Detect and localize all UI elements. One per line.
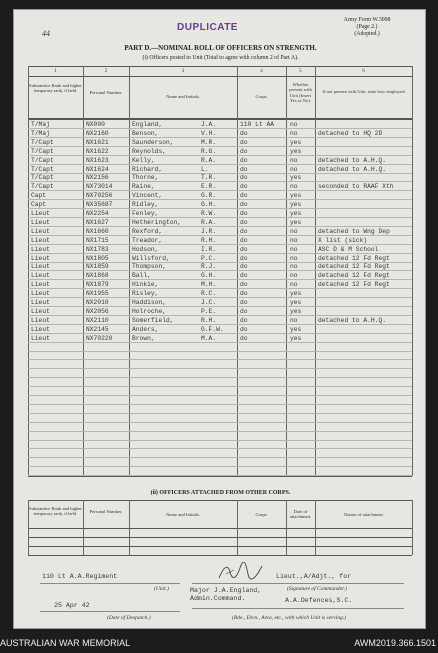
cell-initials: M.R. bbox=[201, 138, 217, 146]
ruled-line bbox=[28, 253, 412, 254]
cell-number: NX1879 bbox=[86, 281, 109, 289]
ruled-line bbox=[28, 288, 412, 289]
part-subtitle: (i) Officers posted to Unit (Total to agree with column 2 of Part A). bbox=[142, 55, 299, 61]
form-id: Army Form W.3008 bbox=[343, 17, 391, 23]
cell-initials: P.E. bbox=[201, 307, 217, 315]
cell-initials: R.A. bbox=[201, 218, 217, 226]
cell-present: no bbox=[290, 156, 298, 164]
cell-rank: Capt bbox=[31, 192, 47, 200]
cell-surname: Rexford, bbox=[132, 227, 163, 235]
cell-initials: R.G. bbox=[201, 147, 217, 155]
ruled-line bbox=[28, 137, 412, 138]
cell-number: NX000 bbox=[86, 121, 105, 128]
cell-present: yes bbox=[290, 201, 302, 209]
cell-corps: do bbox=[240, 174, 248, 182]
colhead-employment: If not present with Unit, state how employed. bbox=[322, 89, 406, 94]
cell-employment: detached 12 Fd Regt bbox=[318, 281, 390, 289]
cell-corps: do bbox=[240, 210, 248, 217]
cell-employment: detached 12 Fd Regt bbox=[318, 263, 390, 271]
cell-initials: G.H. bbox=[201, 272, 217, 280]
ruled-line bbox=[28, 475, 412, 476]
cell-initials: R.W. bbox=[201, 210, 217, 217]
cell-corps: do bbox=[240, 334, 248, 342]
cell-number: NX70256 bbox=[86, 192, 113, 200]
cell-employment: detached to HQ 2D bbox=[318, 129, 383, 137]
cell-number: NX73014 bbox=[86, 183, 113, 191]
colhead-number: Personal Number. bbox=[89, 90, 123, 95]
col-border bbox=[412, 500, 413, 555]
ruled-line bbox=[28, 226, 412, 227]
cell-rank: Capt bbox=[31, 201, 47, 209]
part-title: PART D.—NOMINAL ROLL OF OFFICERS ON STRENGTH. bbox=[124, 44, 317, 52]
cell-initials: T.R. bbox=[201, 174, 217, 182]
cell-surname: England, bbox=[132, 121, 163, 128]
colnum-6: 6 bbox=[362, 69, 365, 74]
attached-title: (ii) OFFICERS ATTACHED FROM OTHER CORPS. bbox=[150, 490, 291, 496]
cell-present: no bbox=[290, 272, 298, 280]
cell-corps: do bbox=[240, 147, 248, 155]
cell-employment: detached to Wng Dep bbox=[318, 227, 390, 235]
cell-present: yes bbox=[290, 325, 302, 333]
cell-corps: do bbox=[240, 192, 248, 200]
cell-initials: J.C. bbox=[201, 299, 217, 306]
cell-initials: I.R. bbox=[201, 245, 217, 253]
cell-surname: Somerfield, bbox=[132, 316, 174, 324]
cell-initials: M.A. bbox=[201, 334, 217, 342]
cell-employment: ASC D & M School bbox=[318, 245, 379, 253]
unit-rule bbox=[40, 583, 180, 584]
cell-initials: G.R. bbox=[201, 192, 217, 200]
unit-typed: 110 Lt A.A.Regiment bbox=[42, 573, 118, 580]
attached-colhead-date: Date of attachment. bbox=[289, 509, 312, 520]
cell-corps: do bbox=[240, 129, 248, 137]
col-border bbox=[237, 500, 238, 555]
cell-corps: do bbox=[240, 156, 248, 164]
attached-colhead-corps: Corps. bbox=[255, 512, 268, 517]
colnum-3: 3 bbox=[181, 69, 185, 74]
formation-rule bbox=[192, 608, 404, 609]
cell-surname: Hetherington, bbox=[132, 218, 182, 226]
cell-initials: R.C. bbox=[201, 290, 217, 298]
cell-corps: do bbox=[240, 281, 248, 289]
cell-rank: Lieut bbox=[31, 245, 50, 253]
ruled-line bbox=[28, 351, 412, 352]
cell-employment: detached 12 Fd Regt bbox=[318, 272, 390, 280]
cell-rank: Lieut bbox=[31, 307, 50, 315]
cell-number: NX1715 bbox=[86, 236, 109, 244]
ruled-line bbox=[28, 422, 412, 423]
attached-header-rule bbox=[28, 528, 412, 529]
cell-rank: Lieut bbox=[31, 210, 50, 217]
ruled-line bbox=[28, 457, 412, 458]
cell-rank: Lieut bbox=[31, 236, 50, 244]
cell-surname: Risley, bbox=[132, 290, 159, 298]
col-border bbox=[83, 500, 84, 555]
adopted-note: (Adopted.) bbox=[354, 31, 380, 37]
commander-label: (Signature of Commander.) bbox=[287, 586, 347, 592]
cell-rank: T/Capt bbox=[31, 183, 54, 191]
cell-rank: T/Maj bbox=[31, 121, 50, 128]
ruled-line bbox=[28, 208, 412, 209]
cell-initials: V.H. bbox=[201, 129, 217, 137]
cell-surname: Saunderson, bbox=[132, 138, 174, 146]
signature-rule bbox=[192, 583, 404, 584]
attached-rule bbox=[28, 546, 412, 547]
cell-corps: do bbox=[240, 307, 248, 315]
cell-rank: T/Capt bbox=[31, 138, 54, 146]
ruled-line bbox=[28, 164, 412, 165]
cell-present: yes bbox=[290, 138, 302, 146]
ruled-line bbox=[28, 279, 412, 280]
cell-corps: do bbox=[240, 254, 248, 262]
cell-initials: R.H. bbox=[201, 236, 217, 244]
colnum-1: 1 bbox=[54, 69, 57, 74]
ruled-line bbox=[28, 181, 412, 182]
cell-number: NX2056 bbox=[86, 307, 109, 315]
cell-corps: do bbox=[240, 272, 248, 280]
colhead-present: Whether present with Unit (Insert Yes or No). bbox=[289, 82, 312, 104]
ruled-line bbox=[28, 190, 412, 191]
cell-number: NX2110 bbox=[86, 316, 109, 324]
cell-present: no bbox=[290, 316, 298, 324]
attached-top-rule bbox=[28, 500, 412, 501]
cell-number: NX1660 bbox=[86, 227, 109, 235]
cell-initials: G.F.W. bbox=[201, 325, 224, 333]
page-note: (Page 2.) bbox=[356, 24, 378, 30]
ruled-line bbox=[28, 395, 412, 396]
ruled-line bbox=[28, 306, 412, 307]
cell-surname: Holroche, bbox=[132, 307, 167, 315]
cell-number: NX1868 bbox=[86, 272, 109, 280]
cell-number: NX1623 bbox=[86, 156, 109, 164]
cell-employment: detached to A.H.Q. bbox=[318, 156, 387, 164]
cell-present: no bbox=[290, 121, 298, 128]
ruled-line bbox=[28, 440, 412, 441]
ruled-line bbox=[28, 333, 412, 334]
cell-number: NX2160 bbox=[86, 129, 109, 137]
cell-rank: Lieut bbox=[31, 299, 50, 306]
date-rule bbox=[40, 611, 180, 612]
ruled-line bbox=[28, 155, 412, 156]
cell-surname: Benson, bbox=[132, 129, 159, 137]
ruled-line bbox=[28, 270, 412, 271]
duplicate-stamp: DUPLICATE bbox=[177, 22, 238, 33]
cell-present: yes bbox=[290, 174, 302, 182]
handwritten-mark: 44 bbox=[42, 29, 50, 38]
cell-number: NX1622 bbox=[86, 147, 109, 155]
ruled-line bbox=[28, 404, 412, 405]
cell-present: no bbox=[290, 236, 298, 244]
cell-corps: do bbox=[240, 138, 248, 146]
cell-present: yes bbox=[290, 299, 302, 306]
cell-corps: do bbox=[240, 316, 248, 324]
cell-initials: R.J. bbox=[201, 263, 217, 271]
cell-surname: Hodson, bbox=[132, 245, 159, 253]
cell-rank: T/Capt bbox=[31, 156, 54, 164]
cell-surname: Richard, bbox=[132, 165, 163, 173]
cell-corps: do bbox=[240, 299, 248, 306]
ruled-line bbox=[28, 217, 412, 218]
cell-surname: Ridley, bbox=[132, 201, 159, 209]
cell-surname: Treador, bbox=[132, 236, 163, 244]
ruled-line bbox=[28, 262, 412, 263]
attached-colhead-name: Name and Initials. bbox=[166, 512, 200, 517]
cell-surname: Hinkie, bbox=[132, 281, 159, 289]
cell-present: no bbox=[290, 227, 298, 235]
cell-present: yes bbox=[290, 307, 302, 315]
ruled-line bbox=[28, 377, 412, 378]
cell-number: NX1624 bbox=[86, 165, 109, 173]
cell-rank: Lieut bbox=[31, 218, 50, 226]
cell-employment: seconded to RAAF Xth bbox=[318, 183, 394, 191]
cell-present: no bbox=[290, 263, 298, 271]
cell-rank: Lieut bbox=[31, 325, 50, 333]
cell-rank: Lieut bbox=[31, 290, 50, 298]
form-id-block bbox=[327, 17, 407, 38]
cell-employment: detached to A.H.Q. bbox=[318, 316, 387, 324]
handwritten-signature bbox=[216, 562, 266, 582]
cell-surname: Raine, bbox=[132, 183, 155, 191]
cell-initials: R.A. bbox=[201, 156, 217, 164]
formation-typed: A.A.Defences,S.C. bbox=[285, 597, 353, 604]
ruled-line bbox=[28, 448, 412, 449]
cell-surname: Haddison, bbox=[132, 299, 167, 306]
major-line: Major J.A.England, bbox=[190, 587, 262, 594]
cell-present: yes bbox=[290, 192, 302, 200]
ruled-line bbox=[28, 368, 412, 369]
cell-surname: Anders, bbox=[132, 325, 159, 333]
header-rule bbox=[28, 118, 412, 120]
date-label: (Date of Despatch.) bbox=[107, 615, 151, 621]
cell-initials: J.R. bbox=[201, 227, 217, 235]
cell-surname: Thompson, bbox=[132, 263, 167, 271]
cell-surname: Thorne, bbox=[132, 174, 159, 182]
cell-number: NX70220 bbox=[86, 334, 113, 342]
ruled-line bbox=[28, 297, 412, 298]
signatory-rank: Lieut.,A/Adjt., for bbox=[276, 573, 352, 580]
cell-corps: do bbox=[240, 263, 248, 271]
cell-present: no bbox=[290, 281, 298, 289]
colhead-name: Name and Initials. bbox=[166, 94, 200, 99]
cell-corps: do bbox=[240, 201, 248, 209]
cell-initials: M.H. bbox=[201, 281, 217, 289]
unit-label: (Unit.) bbox=[154, 586, 169, 592]
attached-rule bbox=[28, 537, 412, 538]
cell-present: yes bbox=[290, 290, 302, 298]
cell-rank: Lieut bbox=[31, 334, 50, 342]
cell-rank: T/Capt bbox=[31, 174, 54, 182]
cell-number: NX1783 bbox=[86, 245, 109, 253]
ruled-line bbox=[28, 146, 412, 147]
col-border bbox=[315, 500, 316, 555]
cell-surname: Brown, bbox=[132, 334, 155, 342]
cell-employment: detached 12 Fd Regt bbox=[318, 254, 390, 262]
date-typed: 25 Apr 42 bbox=[54, 602, 90, 609]
formation-label: (Bde., Divn., Area, etc., with which Unit is serving.) bbox=[232, 615, 346, 621]
cell-rank: Lieut bbox=[31, 281, 50, 289]
attached-bottom-rule bbox=[28, 555, 412, 556]
attached-colhead-number: Personal Number. bbox=[89, 509, 123, 514]
cell-present: no bbox=[290, 129, 298, 137]
attached-colhead-nature: Nature of attachment. bbox=[344, 512, 384, 517]
footer-accession: AWM2019.366.1501 bbox=[354, 638, 436, 648]
ruled-line bbox=[28, 315, 412, 316]
cell-corps: do bbox=[240, 218, 248, 226]
cell-number: NX1859 bbox=[86, 263, 109, 271]
cell-employment: X list (sick) bbox=[318, 236, 368, 244]
cell-surname: Fenley, bbox=[132, 210, 159, 217]
col-border bbox=[412, 66, 413, 476]
ruled-line bbox=[28, 173, 412, 174]
cell-present: yes bbox=[290, 218, 302, 226]
cell-corps: do bbox=[240, 290, 248, 298]
cell-present: no bbox=[290, 254, 298, 262]
cell-rank: Lieut bbox=[31, 227, 50, 235]
footer-institution: AUSTRALIAN WAR MEMORIAL bbox=[0, 638, 131, 648]
cell-corps: do bbox=[240, 236, 248, 244]
cell-corps: do bbox=[240, 165, 248, 173]
cell-rank: Lieut bbox=[31, 272, 50, 280]
cell-surname: Ball, bbox=[132, 272, 151, 280]
cell-initials: L. bbox=[201, 165, 209, 173]
cell-number: NX2254 bbox=[86, 210, 109, 217]
cell-rank: Lieut bbox=[31, 254, 50, 262]
ruled-line bbox=[28, 324, 412, 325]
ruled-line bbox=[28, 199, 412, 200]
command-line: Admin.Command. bbox=[190, 595, 246, 602]
cell-initials: P.C. bbox=[201, 254, 217, 262]
cell-present: yes bbox=[290, 147, 302, 155]
cell-number: NX1805 bbox=[86, 254, 109, 262]
table-bottom-rule bbox=[28, 476, 412, 477]
cell-present: no bbox=[290, 183, 298, 191]
cell-initials: J.A. bbox=[201, 121, 217, 128]
ruled-line bbox=[28, 413, 412, 414]
ruled-line bbox=[28, 244, 412, 245]
cell-corps: do bbox=[240, 183, 248, 191]
cell-number: NX35687 bbox=[86, 201, 113, 209]
col-border bbox=[129, 500, 130, 555]
colhead-rank: Substantive Rank and higher temporary rank, if held. bbox=[29, 83, 82, 94]
cell-surname: Vincent, bbox=[132, 192, 163, 200]
colhead-corps: Corps. bbox=[255, 94, 268, 99]
cell-initials: E.R. bbox=[201, 183, 217, 191]
cell-number: NX2010 bbox=[86, 299, 109, 306]
ruled-line bbox=[28, 466, 412, 467]
ruled-line bbox=[28, 359, 412, 360]
cell-employment: detached to A.H.Q. bbox=[318, 165, 387, 173]
cell-present: yes bbox=[290, 334, 302, 342]
cell-surname: Kelly, bbox=[132, 156, 155, 164]
cell-corps: do bbox=[240, 245, 248, 253]
cell-corps: 110 Lt AA bbox=[240, 121, 275, 128]
ruled-line bbox=[28, 235, 412, 236]
cell-present: no bbox=[290, 245, 298, 253]
cell-number: NX1627 bbox=[86, 218, 109, 226]
table-top-rule bbox=[28, 66, 412, 67]
attached-colhead-rank: Substantive Rank and higher temporary rank, if held. bbox=[29, 506, 82, 517]
cell-rank: T/Capt bbox=[31, 165, 54, 173]
cell-initials: R.H. bbox=[201, 316, 217, 324]
cell-number: NX1955 bbox=[86, 290, 109, 298]
colnum-2: 2 bbox=[104, 69, 108, 74]
cell-rank: T/Capt bbox=[31, 147, 54, 155]
cell-present: yes bbox=[290, 210, 302, 217]
cell-surname: Willsford, bbox=[132, 254, 170, 262]
ruled-line bbox=[28, 128, 412, 129]
cell-number: NX1621 bbox=[86, 138, 109, 146]
ruled-line bbox=[28, 386, 412, 387]
cell-initials: G.H. bbox=[201, 201, 217, 209]
cell-rank: Lieut bbox=[31, 316, 50, 324]
ruled-line bbox=[28, 342, 412, 343]
cell-corps: do bbox=[240, 227, 248, 235]
colnum-4: 4 bbox=[260, 69, 263, 74]
cell-rank: Lieut bbox=[31, 263, 50, 271]
colnum-rule bbox=[28, 76, 412, 77]
cell-surname: Reynolds, bbox=[132, 147, 167, 155]
cell-present: no bbox=[290, 165, 298, 173]
cell-number: NX2145 bbox=[86, 325, 109, 333]
colnum-5: 5 bbox=[299, 69, 302, 74]
cell-corps: do bbox=[240, 325, 248, 333]
document-sheet bbox=[13, 9, 426, 629]
ruled-line bbox=[28, 431, 412, 432]
cell-rank: T/Maj bbox=[31, 129, 50, 137]
cell-number: NX2156 bbox=[86, 174, 109, 182]
